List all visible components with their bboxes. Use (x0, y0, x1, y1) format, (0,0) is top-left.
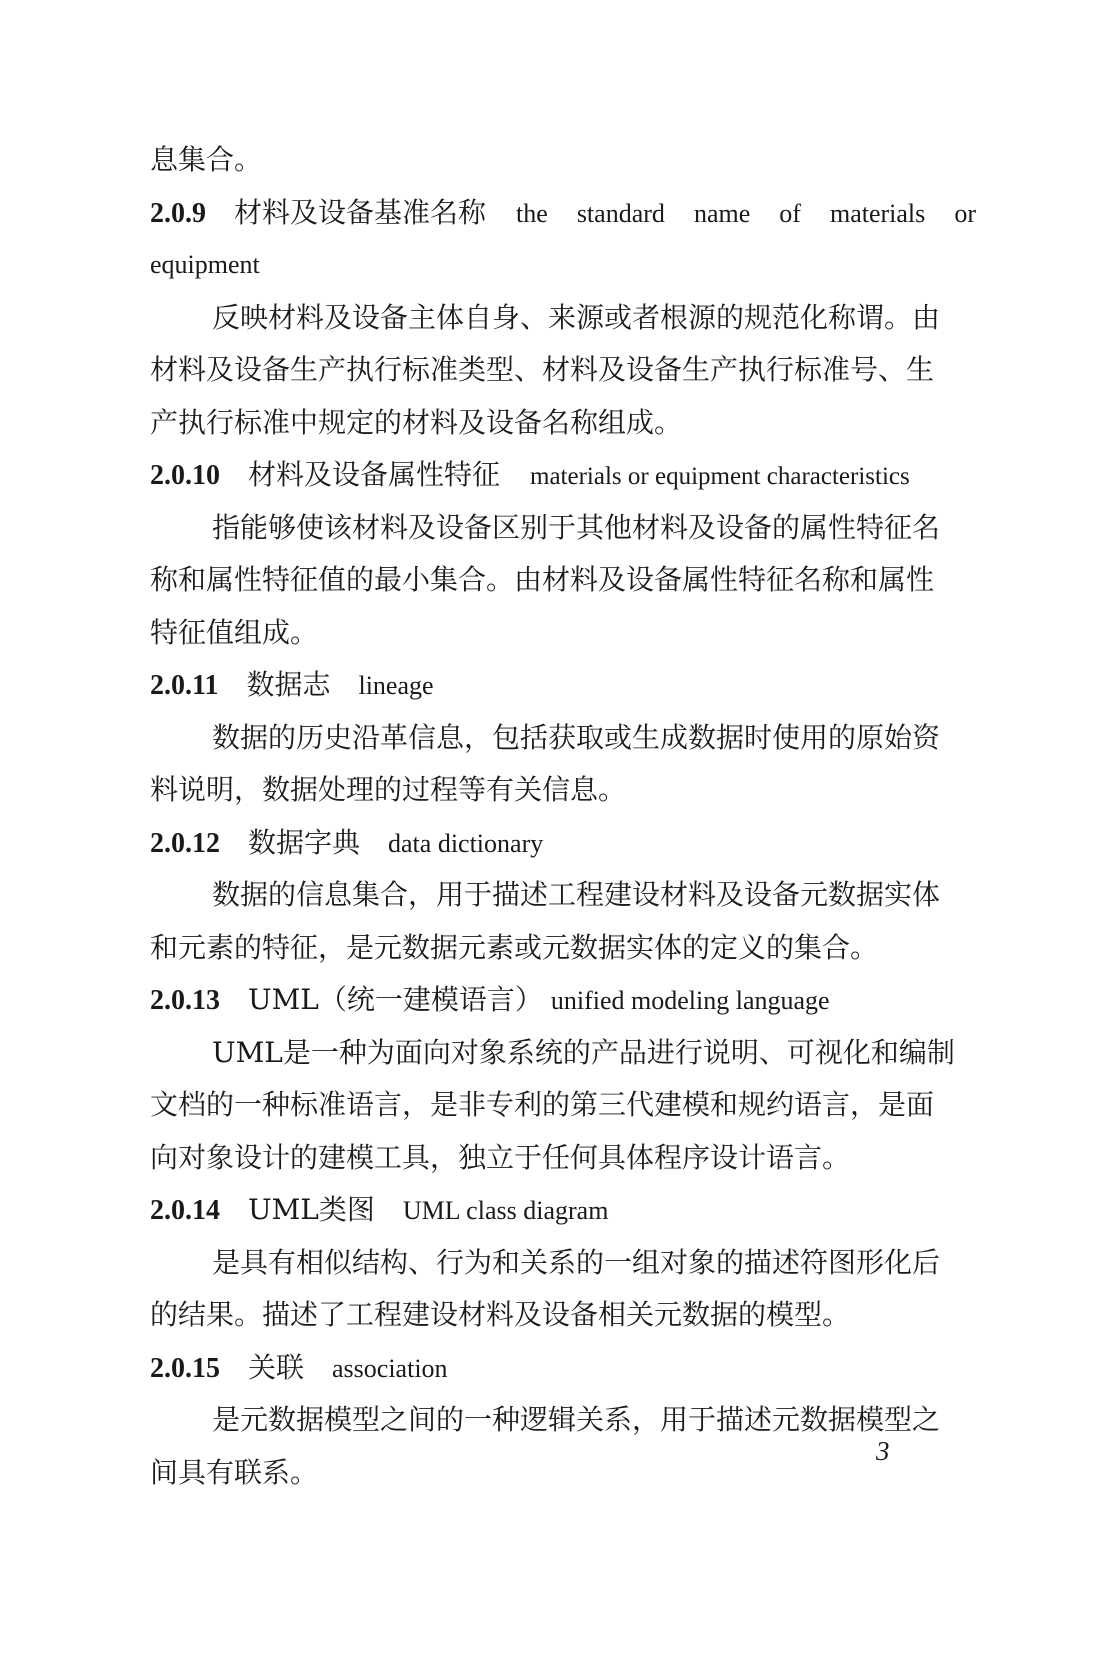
term-chinese-name: 材料及设备基准名称 (234, 195, 487, 229)
definition-line: 和元素的特征，是元数据元素或元数据实体的定义的集合。 (150, 930, 879, 964)
term-chinese-name: 材料及设备属性特征 (248, 458, 501, 491)
document-body (150, 134, 976, 1499)
paragraph-continuation: 息集合。 (150, 143, 263, 176)
definition-line: 的结果。描述了工程建设材料及设备相关元数据的模型。 (150, 1298, 851, 1331)
definition-line: 向对象设计的建模工具，独立于任何具体程序设计语言。 (150, 1140, 851, 1174)
definition-line: 称和属性特征值的最小集合。由材料及设备属性特征名称和属性 (150, 563, 935, 596)
definition-line: 是具有相似结构、行为和关系的一组对象的描述符图形化后 (212, 1245, 941, 1279)
term-heading-2-0-11 (150, 659, 976, 712)
definition-line: 产执行标准中规定的材料及设备名称组成。 (150, 405, 683, 439)
term-number: 2.0.11 (150, 670, 219, 701)
term-english-word: name (693, 198, 751, 228)
term-number: 2.0.13 (150, 985, 220, 1016)
term-number: 2.0.10 (150, 460, 220, 491)
term-chinese-name: 关联 (248, 1350, 305, 1384)
page-number: 3 (876, 1436, 890, 1466)
term-english-word: the (516, 198, 548, 228)
term-english-word: materials (829, 198, 926, 228)
term-heading-2-0-9 (150, 187, 976, 240)
term-english-word: of (779, 198, 801, 228)
definition-line: 特征值组成。 (150, 615, 319, 649)
definition-line: 料说明，数据处理的过程等有关信息。 (150, 773, 627, 806)
term-english-continuation: equipment (150, 250, 260, 279)
term-english-name: data dictionary (388, 828, 544, 858)
term-heading-2-0-15 (150, 1342, 976, 1395)
term-chinese-name: UML（统一建模语言） (248, 983, 543, 1016)
term-english-name: UML class diagram (402, 1196, 609, 1225)
definition-line: 反映材料及设备主体自身、来源或者根源的规范化称谓。由 (212, 300, 941, 334)
term-heading-2-0-10 (150, 449, 976, 502)
term-english-word: or (954, 198, 976, 228)
term-number: 2.0.9 (150, 197, 206, 229)
term-chinese-name: UML类图 (248, 1193, 375, 1226)
definition-line: 文档的一种标准语言，是非专利的第三代建模和规约语言，是面 (150, 1088, 935, 1121)
term-chinese-name: 数据字典 (248, 825, 361, 859)
definition-line: 数据的历史沿革信息，包括获取或生成数据时使用的原始资 (212, 720, 941, 754)
definition-line: 材料及设备生产执行标准类型、材料及设备生产执行标准号、生 (150, 353, 935, 386)
term-english-name: lineage (358, 671, 434, 700)
term-english-name: materials or equipment characteristics (530, 463, 910, 490)
term-chinese-name: 数据志 (246, 668, 331, 701)
definition-line: 指能够使该材料及设备区别于其他材料及设备的属性特征名 (212, 510, 941, 544)
term-heading-2-0-12 (150, 817, 976, 870)
term-number: 2.0.14 (150, 1195, 220, 1226)
term-english-name (516, 188, 976, 241)
term-number: 2.0.15 (150, 1352, 220, 1384)
definition-line: UML是一种为面向对象系统的产品进行说明、可视化和编制 (212, 1035, 955, 1069)
definition-line: 是元数据模型之间的一种逻辑关系，用于描述元数据模型之 (212, 1403, 941, 1436)
term-english-name: association (332, 1353, 448, 1383)
definition-line: 间具有联系。 (150, 1455, 319, 1489)
term-number: 2.0.12 (150, 827, 220, 859)
term-english-name: unified modeling language (550, 986, 830, 1015)
definition-line: 数据的信息集合，用于描述工程建设材料及设备元数据实体 (212, 878, 941, 911)
term-heading-2-0-14 (150, 1184, 976, 1237)
term-english-word: standard (576, 198, 665, 228)
term-heading-2-0-13 (150, 974, 976, 1027)
